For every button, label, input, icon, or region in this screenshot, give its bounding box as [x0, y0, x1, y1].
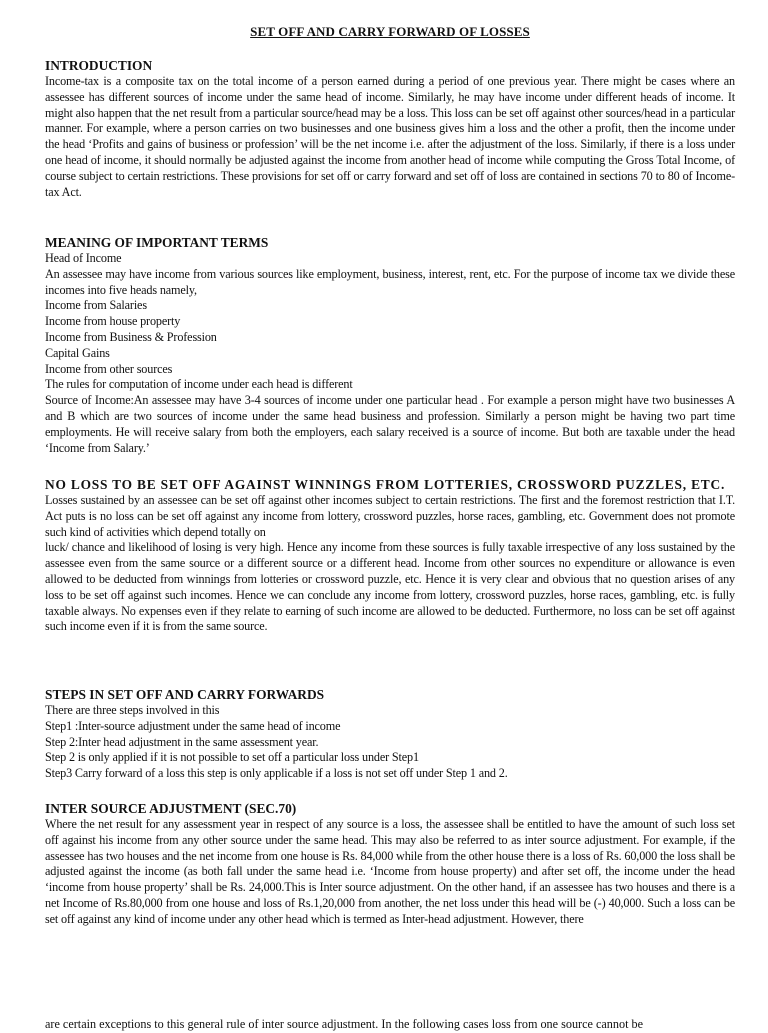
- list-item-head: Income from Business & Profession: [45, 329, 217, 344]
- head-of-income-label: Head of Income: [45, 251, 122, 265]
- section-inter-source: [45, 801, 735, 928]
- heading-inter-source: INTER SOURCE ADJUSTMENT (SEC.70): [45, 801, 297, 816]
- list-item-head: Income from Salaries: [45, 298, 147, 313]
- section-introduction: [45, 58, 735, 200]
- heading-steps: STEPS IN SET OFF AND CARRY FORWARDS: [45, 687, 325, 702]
- paragraph-introduction: Income-tax is a composite tax on the total income of a person earned during a period of one previous year. There might be cases where an assessee has different sources of income under the same head of income. Similarly, he may have income under different heads of income. It might also happen that the net result from a particular source/head may be a loss. This loss can be set off against other sources/head in a particular manner. For example, where a person carries on two businesses and one business gives him a loss and the other a profit, then the income under the head ‘Profits and gains of business or profession’ will be the net income i.e. after the adjustment of the loss. Similarly, if there is a loss under one head of income, it should normally be adjusted against the income from another head of income while computing the Gross Total Income, of course subject to certain restrictions. These provisions for set off or carry forward and set off of loss are contained in sections 70 to 80 of Income-tax Act.: [45, 74, 735, 199]
- paragraph-source-of-income: Source of Income:An assessee may have 3-4 sources of income under one particular head . For example a person might have two businesses A and B which are two sources of income under the same head business and profession. Similarly a person might be having two part time employments. He will receive salary from both the employers, each salary received is a source of income. But both are taxable under the head ‘Income from Salary.’: [45, 393, 735, 455]
- list-item-head: Income from house property: [45, 314, 181, 329]
- paragraph-heads-intro: An assessee may have income from various sources like employment, business, interest, rent, etc. For the purpose of income tax we divide these incomes into five heads namely,: [45, 266, 735, 297]
- paragraph-lotteries-2: luck/ chance and likelihood of losing is very high. Hence any income from these sources is fully taxable irrespective of any loss sustained by the assessee even from the same source or a different source or a different head. Income from other sources no expenditure or allowance is even allowed to be deducted from winnings from lotteries or crossword puzzle, etc. Hence it is very clear and obvious that no question arises of any loss to be set off against such incomes. Hence we can conclude any income from lottery, crossword puzzles, horse races, gambling, etc. is fully taxable always. No expenses even if they relate to earning of such income are allowed to be deducted. Furthermore, no loss can be set off against such income even if it is from the same source.: [45, 540, 735, 634]
- heading-important-terms: MEANING OF IMPORTANT TERMS: [45, 235, 269, 250]
- step-line: Step 2 is only applied if it is not possible to set off a particular loss under Step1: [45, 750, 419, 765]
- document-title: SET OFF AND CARRY FORWARD OF LOSSES: [250, 24, 530, 39]
- paragraph-lotteries-1: Losses sustained by an assessee can be set off against other incomes subject to certain restrictions. The first and the foremost restriction that I.T. Act puts is no loss can be set off against any income from lottery, crossword puzzles, horse races, gambling, etc. Government does not promote such kind of activities which depend totally on: [45, 493, 735, 539]
- section-lotteries: [45, 477, 735, 635]
- rules-line: The rules for computation of income under each head is different: [45, 377, 353, 392]
- heading-lotteries: NO LOSS TO BE SET OFF AGAINST WINNINGS FROM LOTTERIES, CROSSWORD PUZZLES, ETC.: [45, 477, 726, 492]
- step-line: Step3 Carry forward of a loss this step is only applicable if a loss is not set off under Step 1 and 2.: [45, 766, 508, 781]
- list-item-head: Capital Gains: [45, 345, 110, 360]
- section-important-terms: [45, 235, 735, 456]
- paragraph-inter-source: Where the net result for any assessment year in respect of any source is a loss, the assessee shall be entitled to have the amount of such loss set off against his income from any other source under the same head. This may also be referred to as inter source adjustment. For example, if the assessee has two houses and the net income from one house is Rs. 84,000 while from the other house there is a loss of Rs. 60,000 the loss shall be adjusted against the income (as both fall under the same head i.e. ‘Income from house property) and after set off, the income under the head ‘income from house property’ shall be Rs. 24,000.This is Inter source adjustment. On the other hand, if an assessee has two houses and there is a net Income of Rs.80,000 from one house and loss of Rs.1,20,000 from another, the net loss under this head will be (-) 40,000. Such a loss can be set off against any kind of income under any other head which is termed as Inter-head adjustment. However, there: [45, 817, 735, 926]
- next-page-partial-line: are certain exceptions to this general rule of inter source adjustment. In the following cases loss from one source cannot be: [45, 1017, 644, 1031]
- step-line: Step1 :Inter-source adjustment under the same head of income: [45, 718, 341, 733]
- step-line: There are three steps involved in this: [45, 703, 220, 717]
- list-item-head: Income from other sources: [45, 361, 173, 376]
- section-steps: [45, 687, 735, 782]
- heading-introduction: INTRODUCTION: [45, 58, 153, 73]
- step-line: Step 2:Inter head adjustment in the same assessment year.: [45, 734, 319, 749]
